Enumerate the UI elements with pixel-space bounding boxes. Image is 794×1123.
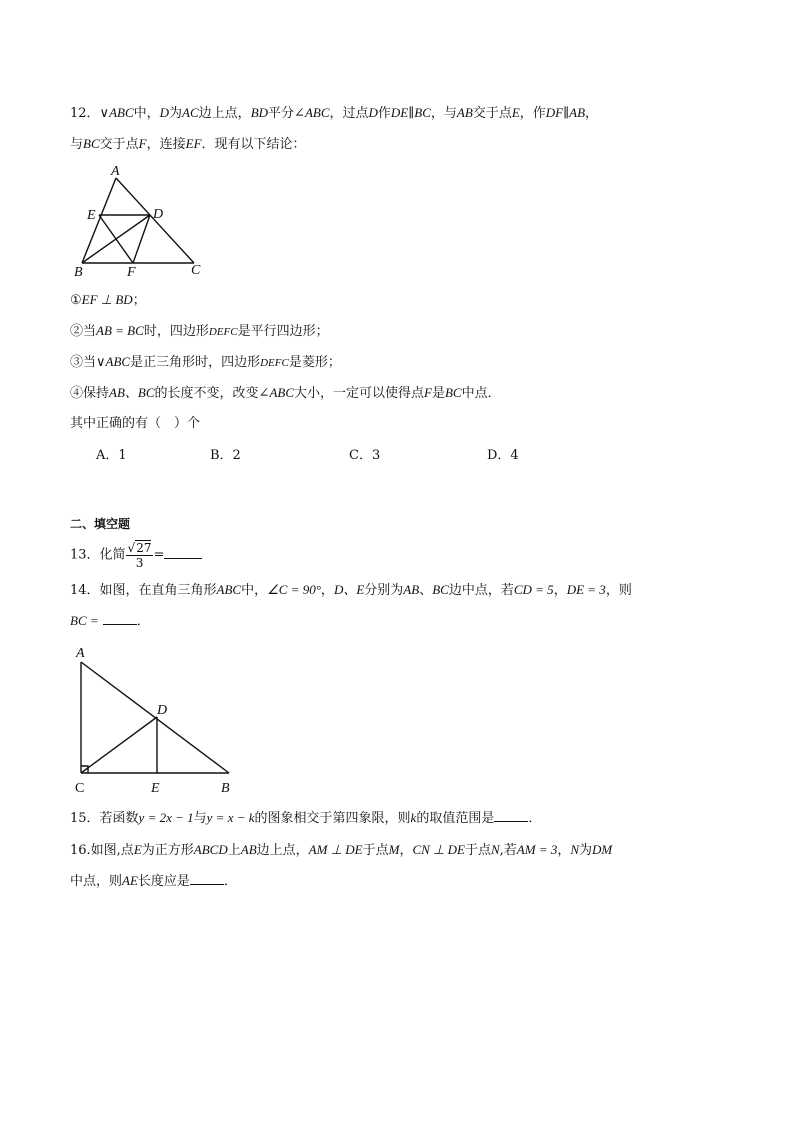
section-title-fill-in: 二、填空题 (70, 517, 131, 531)
q12-label-d: D (153, 207, 164, 222)
q14-label-d: D (157, 703, 168, 718)
q14-line1: 14．如图，在直角三角形ABC中，∠C = 90°，D、E分别为AB、BC边中点，若CD = 5，DE = 3，则 (70, 582, 632, 598)
q12-segment-df (133, 215, 150, 263)
q14-label-b: B (221, 781, 230, 796)
q12-line2: 与BC交于点F，连接EF．现有以下结论： (70, 136, 306, 152)
q16-line1: 16.如图,点E为正方形ABCD上AB边上点，AM ⊥ DE于点M，CN ⊥ DE于点N,若AM = 3，N为DM (70, 842, 613, 858)
q12-triangle-figure (70, 160, 220, 280)
q13-fraction: $\frac{√27}{3}$ (127, 541, 152, 570)
q12-segment-ef (99, 215, 133, 263)
q12-line1: 12．∨ABC中，D为AC边上点，BD平分∠ABC，过点D作DE∥BC，与AB交于点E，作DF∥AB， (70, 105, 599, 121)
q13-answer-blank[interactable] (164, 546, 202, 559)
q15-answer-blank[interactable] (494, 809, 528, 822)
q13-line: 13．化简 $\frac{√27}{3}$ = (70, 540, 202, 571)
q12-label-c: C (191, 263, 201, 278)
q12-label-e: E (87, 208, 96, 223)
q12-label-a: A (111, 164, 120, 179)
q14-answer-blank[interactable] (103, 612, 137, 625)
q14-label-c: C (75, 781, 85, 796)
q16-line2: 中点，则AE长度应是 ． (70, 873, 237, 889)
q12-conclusion-2: ②当AB = BC时，四边形DEFC是平行四边形； (70, 323, 329, 339)
q12-option-b[interactable]: B．2 (210, 448, 241, 463)
q14-line2: BC = ． (70, 613, 150, 629)
q12-option-a[interactable]: A．1 (96, 448, 127, 463)
q12-label-f: F (127, 265, 136, 280)
q14-segment-cd (81, 717, 157, 773)
q14-label-e: E (151, 781, 160, 796)
q12-question: 其中正确的有（ ）个 (70, 416, 201, 431)
q12-label-b: B (74, 265, 83, 280)
q14-right-triangle-figure (70, 640, 240, 800)
q12-conclusion-3: ③当∨ABC是正三角形时，四边形DEFC是菱形； (70, 354, 341, 370)
q12-conclusion-1: ①EF ⊥ BD； (70, 292, 146, 308)
q12-option-c[interactable]: C．3 (349, 448, 381, 463)
q12-option-d[interactable]: D．4 (487, 448, 519, 463)
q15-line: 15．若函数y = 2x − 1与y = x − k的图象相交于第四象限，则k的取值范围是 ． (70, 810, 542, 826)
q14-label-a: A (76, 646, 85, 661)
q16-answer-blank[interactable] (190, 872, 224, 885)
q12-conclusion-4: ④保持AB、BC的长度不变，改变∠ABC大小，一定可以使得点F是BC中点． (70, 385, 501, 401)
